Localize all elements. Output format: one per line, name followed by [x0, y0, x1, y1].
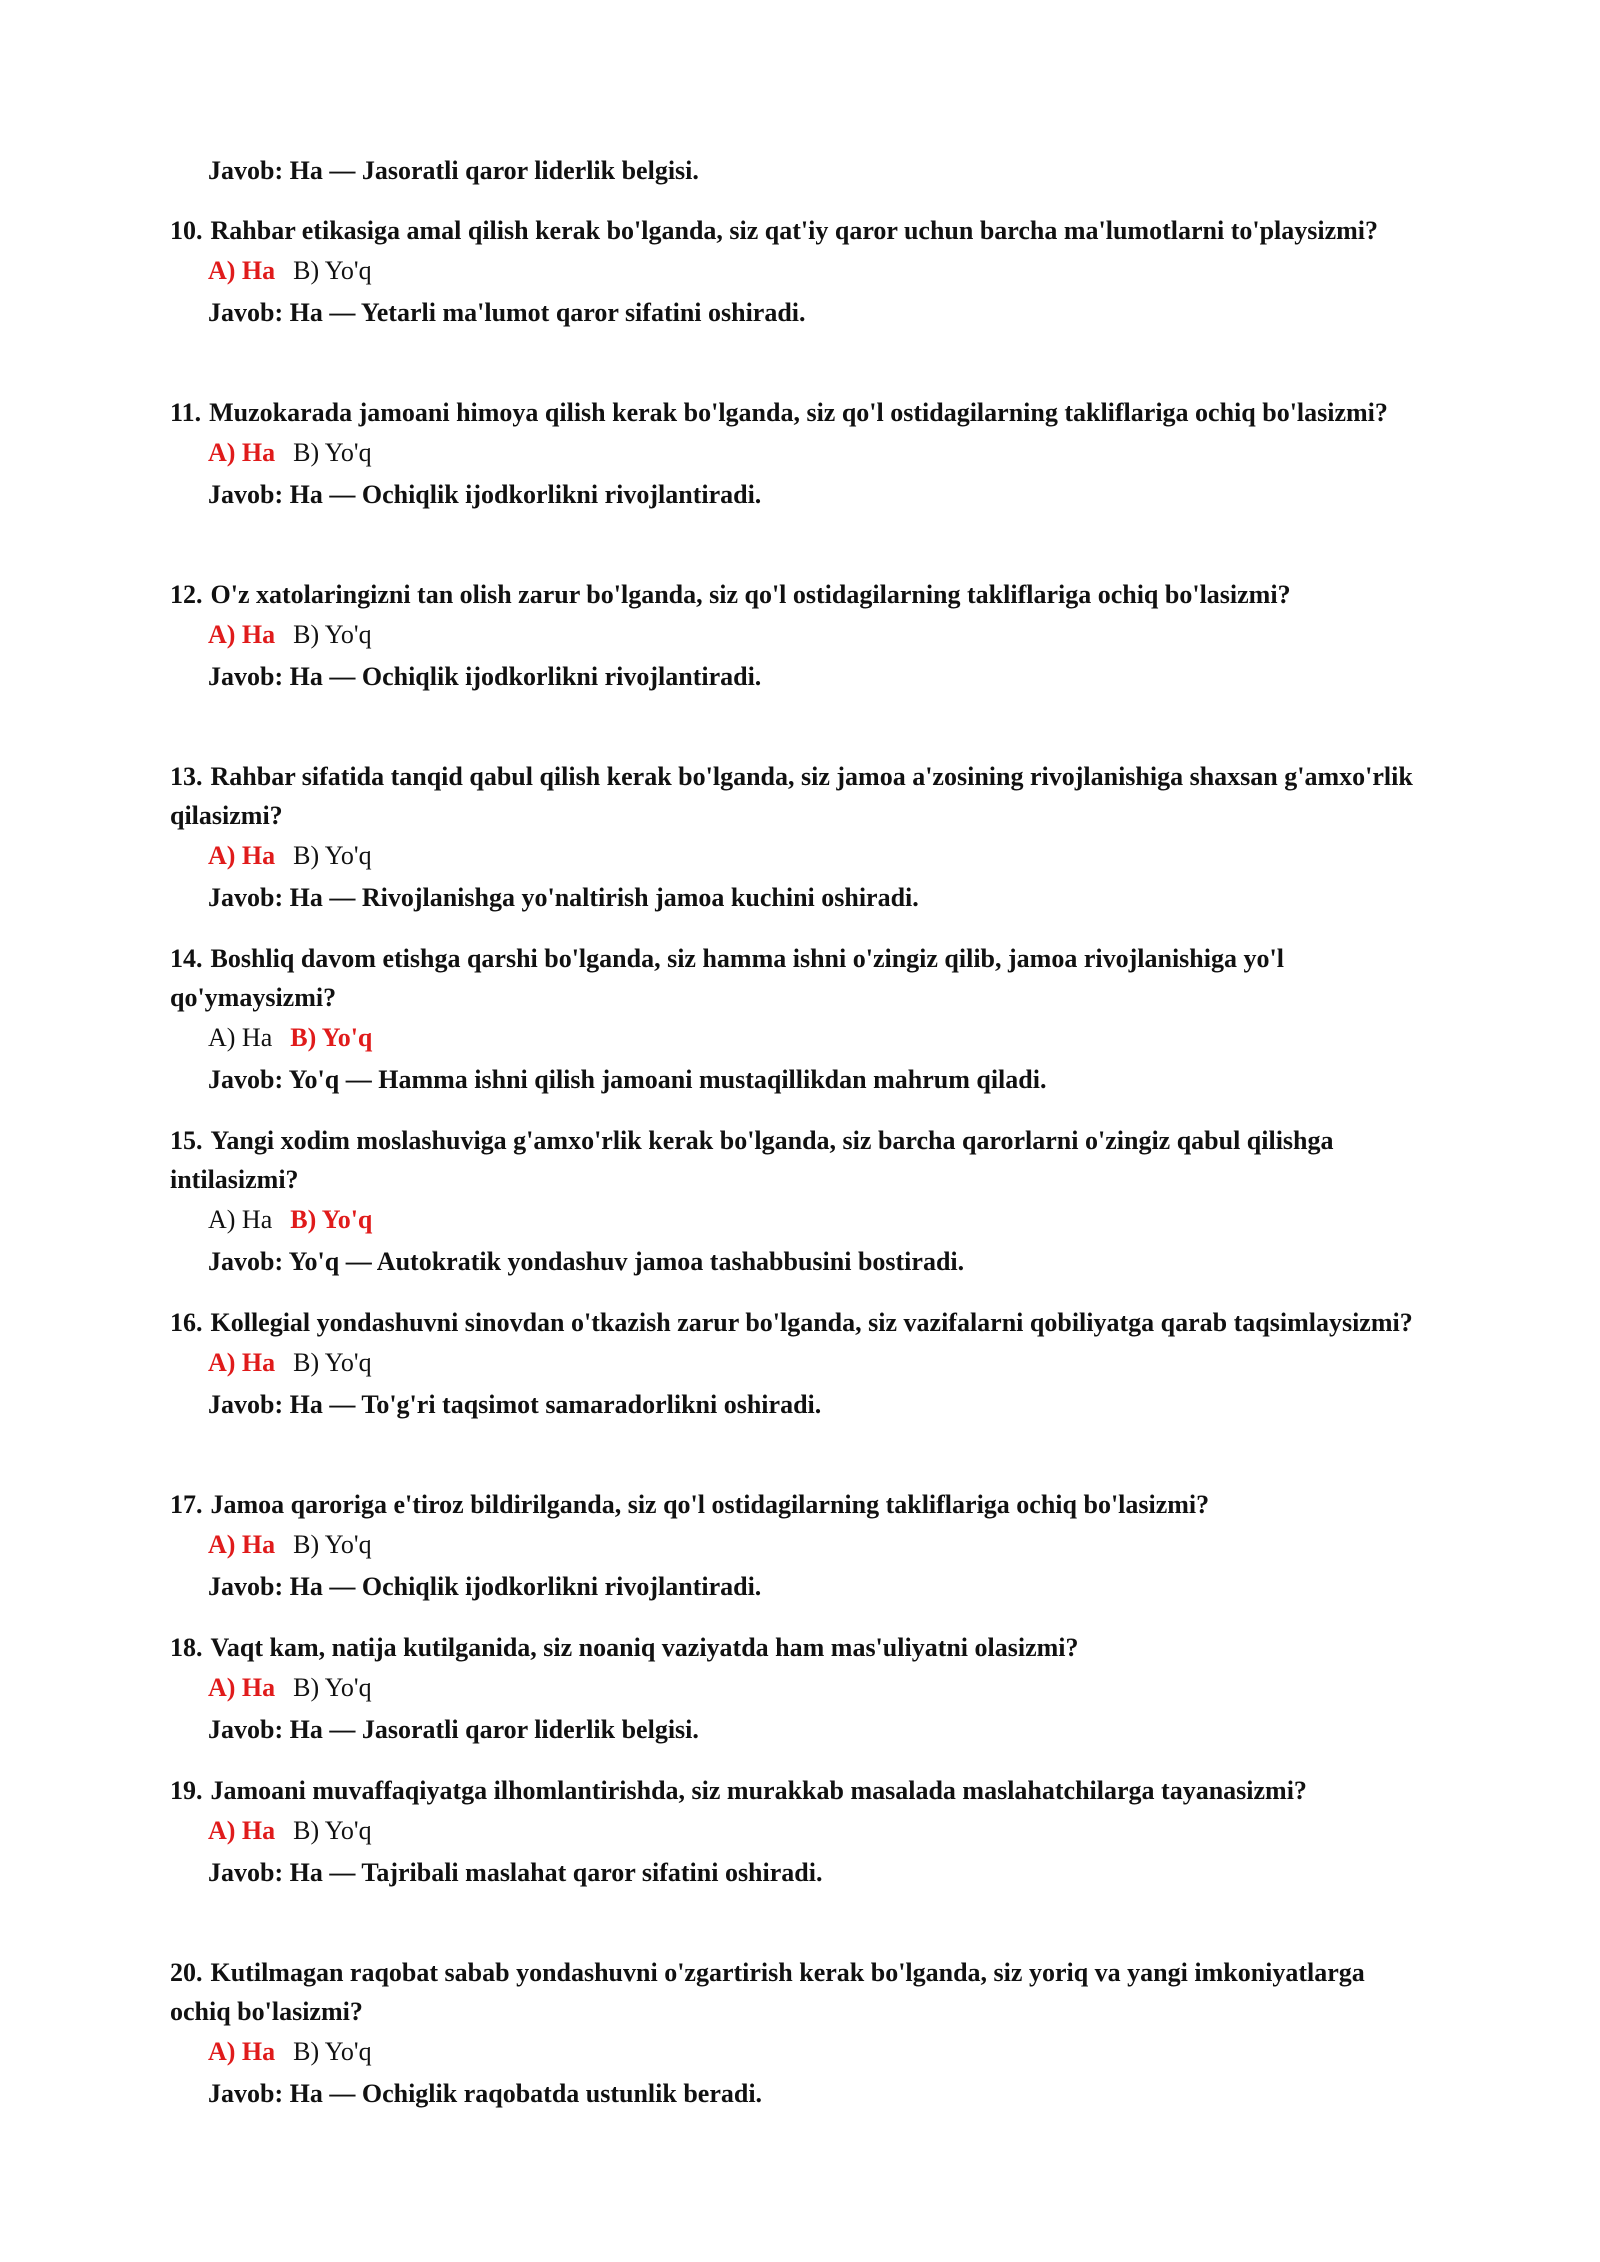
- option-a: A) Ha: [208, 1673, 276, 1702]
- option-a: A) Ha: [208, 1530, 276, 1559]
- answer-line: Javob: Ha — To'g'ri taqsimot samaradorlikni oshiradi.: [208, 1390, 822, 1419]
- question-text: Vaqt kam, natija kutilganida, siz noaniq vaziyatda ham mas'uliyatni olasizmi?: [210, 1633, 1079, 1662]
- option-b: B) Yo'q: [293, 1530, 372, 1559]
- question-16: [170, 1303, 1430, 1426]
- options: [208, 614, 1430, 656]
- answer-line: Javob: Ha — Ochiqlik ijodkorlikni rivojlantiradi.: [208, 662, 762, 691]
- option-b: B) Yo'q: [293, 841, 372, 870]
- options: [208, 1342, 1430, 1384]
- question-text: Kutilmagan raqobat sabab yondashuvni o'zgartirish kerak bo'lganda, siz yoriq va yangi imkoniyatlarga ochiq bo'lasizmi?: [170, 1958, 1365, 2026]
- question-text: Kollegial yondashuvni sinovdan o'tkazish zarur bo'lganda, siz vazifalarni qobiliyatga qarab taqsimlaysizmi?: [210, 1308, 1413, 1337]
- question-text: Jamoani muvaffaqiyatga ilhomlantirishda, siz murakkab masalada maslahatchilarga tayanasizmi?: [210, 1776, 1307, 1805]
- options: [208, 1810, 1430, 1852]
- option-b: B) Yo'q: [293, 1673, 372, 1702]
- question-number: 20.: [170, 1958, 203, 1987]
- option-b: B) Yo'q: [293, 1816, 372, 1845]
- answer-line: Javob: Ha — Ochiqlik ijodkorlikni rivojlantiradi.: [208, 1572, 762, 1601]
- question-18: [170, 1628, 1430, 1751]
- answer-line: Javob: Ha — Jasoratli qaror liderlik belgisi.: [208, 156, 699, 185]
- option-a: A) Ha: [208, 438, 276, 467]
- question-12: [170, 575, 1430, 698]
- question-number: 11.: [170, 398, 202, 427]
- answer-line: Javob: Ha — Jasoratli qaror liderlik belgisi.: [208, 1715, 699, 1744]
- answer-line: Javob: Ha — Tajribali maslahat qaror sifatini oshiradi.: [208, 1858, 823, 1887]
- option-b: B) Yo'q: [293, 256, 372, 285]
- answer-line: Javob: Yo'q — Hamma ishni qilish jamoani mustaqillikdan mahrum qiladi.: [208, 1065, 1047, 1094]
- option-b: B) Yo'q: [293, 620, 372, 649]
- answer-line: Javob: Ha — Yetarli ma'lumot qaror sifatini oshiradi.: [208, 298, 806, 327]
- option-a: A) Ha: [208, 1816, 276, 1845]
- options: [208, 835, 1430, 877]
- option-b: B) Yo'q: [293, 438, 372, 467]
- options: [208, 1017, 1430, 1059]
- options: [208, 432, 1430, 474]
- question-text: Jamoa qaroriga e'tiroz bildirilganda, siz qo'l ostidagilarning takliflariga ochiq bo'lasizmi?: [210, 1490, 1210, 1519]
- question-20: [170, 1953, 1430, 2115]
- question-17: [170, 1485, 1430, 1608]
- answer-line: Javob: Ha — Ochiqlik ijodkorlikni rivojlantiradi.: [208, 480, 762, 509]
- option-a: A) Ha: [208, 1205, 273, 1234]
- answer-line: Javob: Yo'q — Autokratik yondashuv jamoa tashabbusini bostiradi.: [208, 1247, 965, 1276]
- answer-line: Javob: Ha — Rivojlanishga yo'naltirish jamoa kuchini oshiradi.: [208, 883, 919, 912]
- options: [208, 250, 1430, 292]
- option-a: A) Ha: [208, 256, 276, 285]
- question-10: [170, 211, 1430, 334]
- option-a: A) Ha: [208, 620, 276, 649]
- question-number: 12.: [170, 580, 203, 609]
- question-text: Rahbar sifatida tanqid qabul qilish kerak bo'lganda, siz jamoa a'zosining rivojlanishiga shaxsan g'amxo'rlik qilasizmi?: [170, 762, 1413, 830]
- question-15: [170, 1121, 1430, 1283]
- option-b: B) Yo'q: [290, 1205, 373, 1234]
- question-text: O'z xatolaringizni tan olish zarur bo'lganda, siz qo'l ostidagilarning takliflariga ochiq bo'lasizmi?: [210, 580, 1291, 609]
- question-11: [170, 393, 1430, 516]
- question-number: 13.: [170, 762, 203, 791]
- options: [208, 1199, 1430, 1241]
- question-text: Boshliq davom etishga qarshi bo'lganda, siz hamma ishni o'zingiz qilib, jamoa rivojlanishiga yo'l qo'ymaysizmi?: [170, 944, 1284, 1012]
- question-text: Rahbar etikasiga amal qilish kerak bo'lganda, siz qat'iy qaror uchun barcha ma'lumotlarni to'playsizmi?: [210, 216, 1379, 245]
- option-a: A) Ha: [208, 1023, 273, 1052]
- question-number: 10.: [170, 216, 203, 245]
- question-19: [170, 1771, 1430, 1894]
- option-b: B) Yo'q: [293, 2037, 372, 2066]
- question-text: Muzokarada jamoani himoya qilish kerak bo'lganda, siz qo'l ostidagilarning takliflariga ochiq bo'lasizmi?: [209, 398, 1388, 427]
- options: [208, 1524, 1430, 1566]
- question-number: 18.: [170, 1633, 203, 1662]
- options: [208, 1667, 1430, 1709]
- question-number: 14.: [170, 944, 203, 973]
- question-number: 15.: [170, 1126, 203, 1155]
- options: [208, 2031, 1430, 2073]
- option-b: B) Yo'q: [290, 1023, 373, 1052]
- question-text: Yangi xodim moslashuviga g'amxo'rlik kerak bo'lganda, siz barcha qarorlarni o'zingiz qabul qilishga intilasizmi?: [170, 1126, 1334, 1194]
- question-13: [170, 757, 1430, 919]
- question-14: [170, 939, 1430, 1101]
- option-a: A) Ha: [208, 2037, 276, 2066]
- answer-line: Javob: Ha — Ochiglik raqobatda ustunlik beradi.: [208, 2079, 763, 2108]
- question-number: 17.: [170, 1490, 203, 1519]
- option-a: A) Ha: [208, 841, 276, 870]
- question-number: 16.: [170, 1308, 203, 1337]
- question-number: 19.: [170, 1776, 203, 1805]
- option-b: B) Yo'q: [293, 1348, 372, 1377]
- option-a: A) Ha: [208, 1348, 276, 1377]
